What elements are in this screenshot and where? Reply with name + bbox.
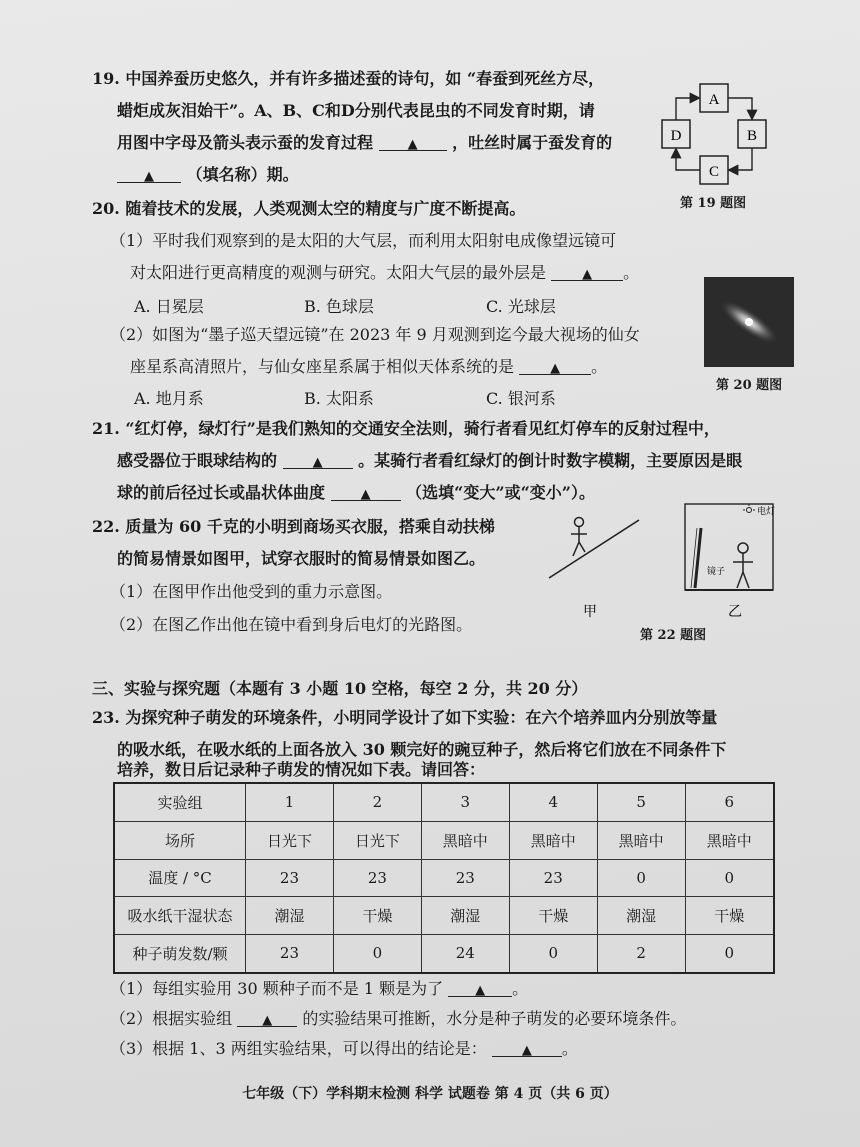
- table-header-cell: 场所: [114, 821, 246, 859]
- silkworm-cycle-diagram: [658, 80, 778, 190]
- answer-blank-q21-2[interactable]: [331, 482, 401, 501]
- q19-line1: 19. 中国养蚕历史悠久，并有许多描述蚕的诗句，如 “春蚕到死丝方尽，: [92, 69, 605, 88]
- table-cell: 黑暗中: [421, 821, 509, 859]
- q23-part1-end: 。: [512, 979, 529, 998]
- q22-line2: 的简易情景如图甲，试穿衣服时的简易情景如图乙。: [117, 549, 486, 568]
- table-cell: 潮湿: [421, 897, 509, 935]
- answer-blank-q19-2[interactable]: [117, 164, 181, 183]
- q19-line3-text-b: ，吐丝时属于蚕发育的: [452, 133, 613, 152]
- table-cell: 0: [509, 934, 597, 973]
- q21-line2-text-a: 感受器位于眼球结构的: [117, 451, 278, 470]
- q23-line2: 的吸水纸，在吸水纸的上面各放入 30 颗完好的豌豆种子，然后将它们放在不同条件下: [117, 740, 727, 759]
- table-cell: 23: [246, 859, 334, 897]
- table-header-cell: 温度 / °C: [114, 859, 246, 897]
- q21-line3-text-a: 球的前后径过长或晶状体曲度: [117, 483, 326, 502]
- table-row: [114, 897, 774, 935]
- table-cell: 日光下: [333, 821, 421, 859]
- table-row: [114, 934, 774, 973]
- table-cell: 23: [246, 934, 334, 973]
- q23-part3: [110, 1038, 578, 1060]
- arrow-a-to-b: [728, 98, 752, 118]
- q23-line3: 培养，数日后记录种子萌发的情况如下表。请回答：: [117, 760, 486, 779]
- answer-blank-q21-1[interactable]: [283, 450, 353, 469]
- arrow-d-to-a: [676, 98, 698, 120]
- figure-label-yi: 乙: [728, 604, 742, 620]
- q21-line2: [117, 450, 742, 472]
- table-row: [114, 783, 774, 821]
- table-cell: 1: [246, 783, 334, 821]
- blank-mark: ▲: [312, 455, 323, 470]
- blank-mark: ▲: [521, 1043, 532, 1058]
- table-cell: 潮湿: [246, 897, 334, 935]
- arrow-c-to-d: [676, 150, 700, 170]
- andromeda-galaxy-photo: [704, 277, 794, 367]
- q20-part1-option-a[interactable]: A. 日冕层: [134, 297, 204, 316]
- q23-part1-text: （1）每组实验用 30 颗种子而不是 1 颗是为了: [110, 979, 444, 998]
- q19-line4-text: （填名称）期。: [186, 165, 299, 184]
- q21-line3: [117, 482, 595, 504]
- mirror-label: 镜子: [707, 567, 726, 577]
- table-cell: 23: [509, 859, 597, 897]
- table-cell: 23: [333, 859, 421, 897]
- blank-mark: ▲: [475, 983, 486, 998]
- blank-mark: ▲: [582, 267, 593, 282]
- person-in-room: [733, 543, 753, 588]
- escalator-slope: [549, 520, 639, 578]
- table-cell: 4: [509, 783, 597, 821]
- q19-line3: [117, 132, 612, 154]
- arrow-b-to-c: [730, 148, 752, 170]
- table-cell: 日光下: [246, 821, 334, 859]
- figure-caption-22: 第 22 题图: [640, 628, 707, 643]
- blank-mark: ▲: [144, 169, 154, 184]
- q20-part2-option-b[interactable]: B. 太阳系: [304, 389, 374, 408]
- page-footer: 七年级（下）学科期末检测 科学 试题卷 第 4 页（共 6 页）: [242, 1086, 618, 1102]
- stage-label-d: D: [670, 128, 682, 144]
- stage-label-c: C: [708, 164, 720, 180]
- table-row: [114, 821, 774, 859]
- lamp-label: 电灯: [757, 507, 775, 517]
- q23-part3-end: 。: [561, 1039, 578, 1058]
- answer-blank-q20-2[interactable]: [519, 356, 591, 375]
- table-cell: 黑暗中: [597, 821, 685, 859]
- q19-line3-text-a: 用图中字母及箭头表示蚕的发育过程: [117, 133, 374, 152]
- q22-part2: （2）在图乙作出他在镜中看到身后电灯的光路图。: [110, 615, 473, 634]
- answer-blank-q20-1[interactable]: [551, 262, 623, 281]
- table-cell: 23: [421, 859, 509, 897]
- q22-part1: （1）在图甲作出他受到的重力示意图。: [110, 582, 393, 601]
- table-cell: 0: [597, 859, 685, 897]
- table-cell: 24: [421, 934, 509, 973]
- table-cell: 0: [685, 934, 774, 973]
- q20-part1-line1: （1）平时我们观察到的是太阳的大气层，而利用太阳射电成像望远镜可: [110, 231, 617, 250]
- q23-part2-text-a: （2）根据实验组: [110, 1009, 233, 1028]
- table-cell: 0: [685, 859, 774, 897]
- q20-line1: 20. 随着技术的发展，人类观测太空的精度与广度不断提高。: [92, 199, 526, 218]
- q20-part1-line2: [130, 262, 639, 284]
- table-cell: 干燥: [685, 897, 774, 935]
- table-row: [114, 859, 774, 897]
- q23-line1: 23. 为探究种子萌发的环境条件，小明同学设计了如下实验：在六个培养皿内分别放等量: [92, 708, 718, 727]
- q20-part2-end: 。: [591, 357, 608, 376]
- q21-line3-text-b: （选填“变大”或“变小”）。: [406, 483, 595, 502]
- table-header-cell: 吸水纸干湿状态: [114, 897, 246, 935]
- q21-line2-text-b: 。某骑行者看红绿灯的倒计时数字模糊，主要原因是眼: [358, 451, 743, 470]
- answer-blank-q23-1[interactable]: [448, 978, 512, 997]
- table-cell: 潮湿: [597, 897, 685, 935]
- table-cell: 2: [597, 934, 685, 973]
- stage-label-b: B: [746, 128, 758, 144]
- q20-part1-end: 。: [623, 263, 640, 282]
- q20-part1-line2-text: 对太阳进行更高精度的观测与研究。太阳大气层的最外层是: [130, 263, 547, 282]
- blank-mark: ▲: [407, 137, 418, 152]
- q19-line4: [117, 164, 299, 186]
- figure-label-jia: 甲: [583, 604, 597, 620]
- q20-part2-option-c[interactable]: C. 银河系: [486, 389, 556, 408]
- q23-part2: [110, 1008, 686, 1030]
- q20-part2-line1: （2）如图为“墨子巡天望远镜”在 2023 年 9 月观测到迄今最大视场的仙女: [110, 325, 640, 344]
- answer-blank-q19-1[interactable]: [379, 132, 447, 151]
- q23-part1: [110, 978, 528, 1000]
- q23-part2-text-b: 的实验结果可推断，水分是种子萌发的必要环境条件。: [302, 1009, 687, 1028]
- q23-part3-text: （3）根据 1、3 两组实验结果，可以得出的结论是：: [110, 1039, 487, 1058]
- table-cell: 黑暗中: [685, 821, 774, 859]
- table-cell: 2: [333, 783, 421, 821]
- q21-line1: 21. “红灯停，绿灯行”是我们熟知的交通安全法则，骑行者看见红灯停车的反射过程中，: [92, 419, 720, 438]
- stage-label-a: A: [708, 92, 720, 108]
- blank-mark: ▲: [360, 487, 371, 502]
- q20-part2-line2: [130, 356, 607, 378]
- table-cell: 5: [597, 783, 685, 821]
- q20-part2-line2-text: 座星系高清照片，与仙女座星系属于相似天体系统的是: [130, 357, 515, 376]
- lamp-icon: [743, 504, 755, 513]
- section-title-3: 三、实验与探究题（本题有 3 小题 10 空格，每空 2 分，共 20 分）: [92, 679, 588, 698]
- q22-line1: 22. 质量为 60 千克的小明到商场买衣服，搭乘自动扶梯: [92, 517, 495, 536]
- figure-caption-19: 第 19 题图: [680, 196, 747, 211]
- person-on-escalator: [571, 518, 587, 557]
- q19-line2: 蜡炬成灰泪始干”。A、B、C和D分别代表昆虫的不同发育时期，请: [117, 101, 595, 120]
- table-cell: 3: [421, 783, 509, 821]
- q20-part2-option-a[interactable]: A. 地月系: [134, 389, 204, 408]
- table-cell: 0: [333, 934, 421, 973]
- table-cell: 干燥: [509, 897, 597, 935]
- table-header-cell: 实验组: [114, 783, 246, 821]
- table-header-cell: 种子萌发数/颗: [114, 934, 246, 973]
- q20-part1-option-b[interactable]: B. 色球层: [304, 297, 374, 316]
- table-cell: 6: [685, 783, 774, 821]
- answer-blank-q23-3[interactable]: [492, 1038, 562, 1057]
- answer-blank-q23-2[interactable]: [237, 1008, 297, 1027]
- table-cell: 黑暗中: [509, 821, 597, 859]
- figure-caption-20: 第 20 题图: [716, 378, 783, 393]
- q20-part1-option-c[interactable]: C. 光球层: [486, 297, 556, 316]
- blank-mark: ▲: [550, 361, 561, 376]
- experiment-table: [113, 782, 775, 974]
- blank-mark: ▲: [262, 1013, 273, 1028]
- q22-figures: [545, 500, 775, 640]
- table-cell: 干燥: [333, 897, 421, 935]
